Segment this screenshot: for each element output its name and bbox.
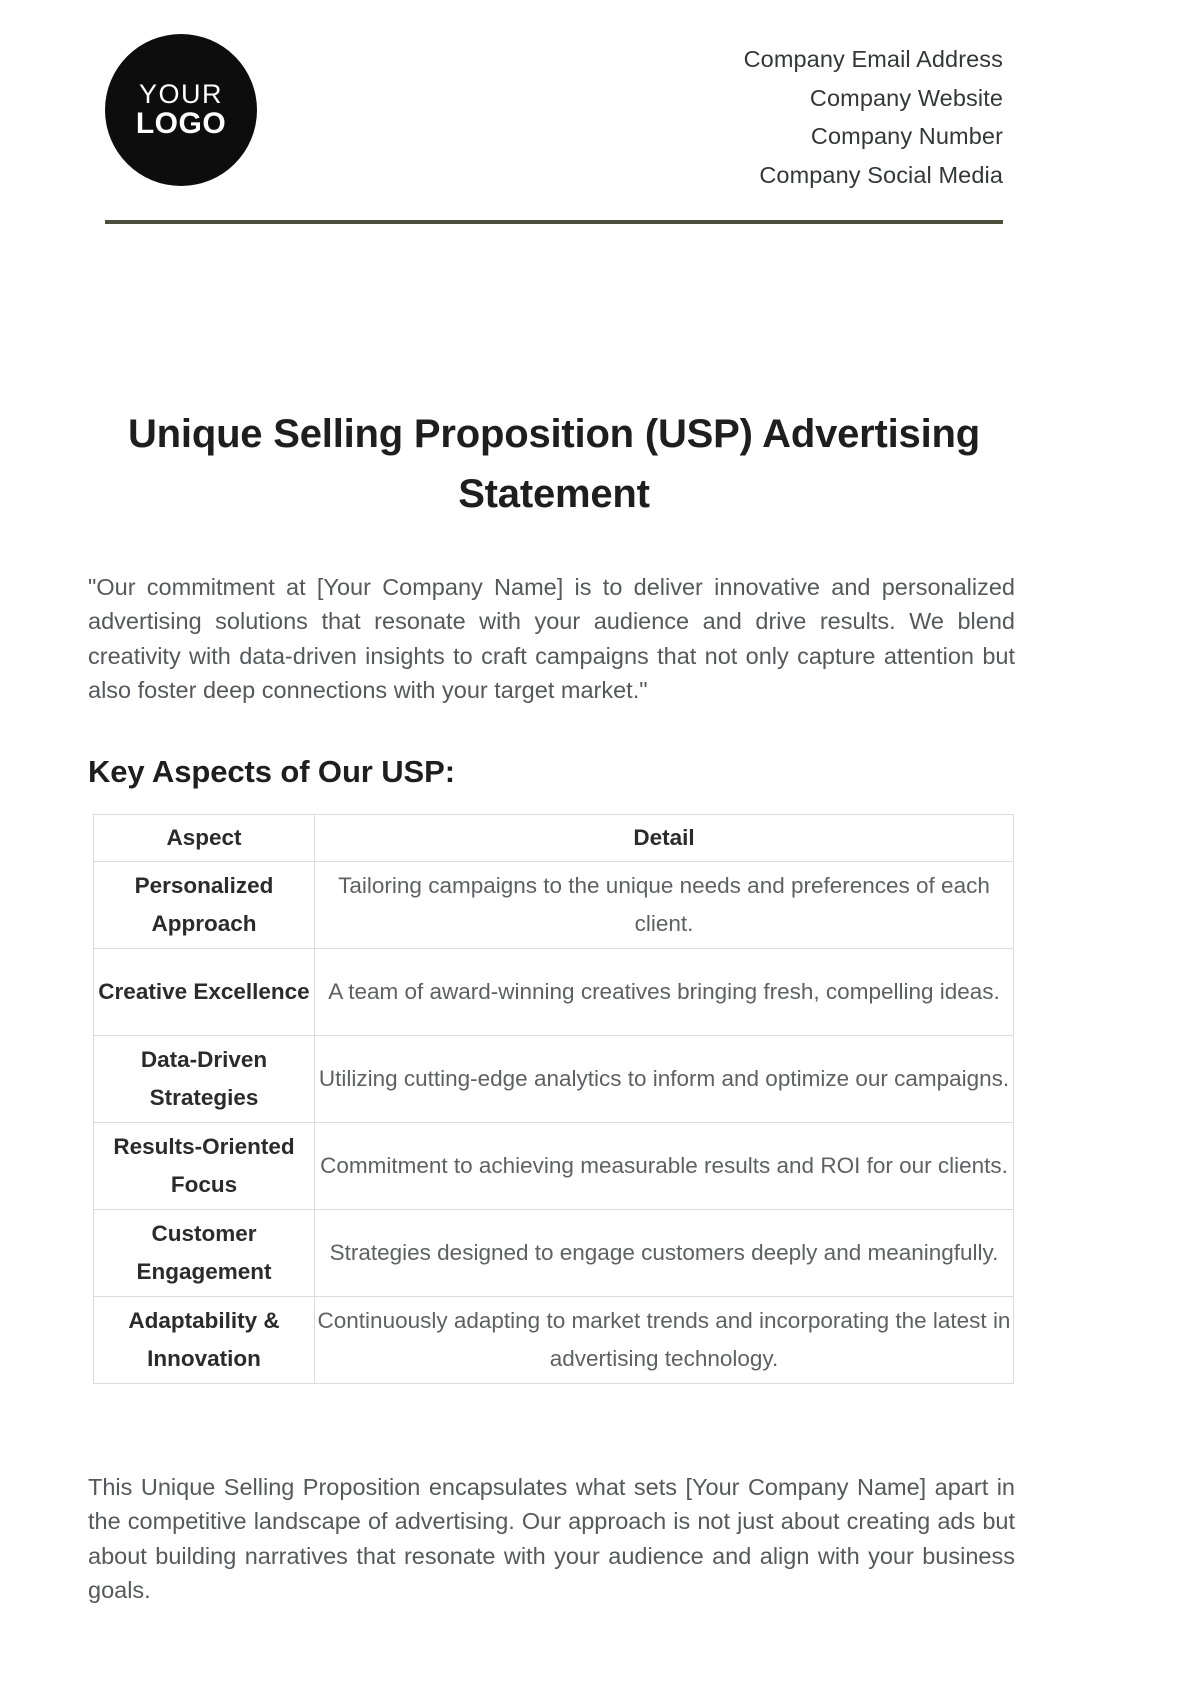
company-contact-block — [744, 34, 1003, 187]
table-row — [94, 1297, 1014, 1384]
cell-aspect: Personalized Approach — [94, 862, 315, 949]
usp-key-aspects-table — [93, 814, 1014, 1384]
cell-aspect: Adaptability & Innovation — [94, 1297, 315, 1384]
cell-detail: Tailoring campaigns to the unique needs and preferences of each client. — [315, 862, 1014, 949]
cell-detail: Commitment to achieving measurable results and ROI for our clients. — [315, 1123, 1014, 1210]
table-row — [94, 949, 1014, 1036]
section-heading-key-aspects: Key Aspects of Our USP: — [88, 753, 455, 789]
cell-aspect: Results-Oriented Focus — [94, 1123, 315, 1210]
column-header-detail: Detail — [315, 815, 1014, 862]
cell-aspect: Customer Engagement — [94, 1210, 315, 1297]
table-row — [94, 1210, 1014, 1297]
table-row — [94, 862, 1014, 949]
header-divider — [105, 220, 1003, 224]
intro-paragraph: "Our commitment at [Your Company Name] is to deliver innovative and personalized advertising solutions that resonate with your audience and drive results. We blend creativity with data-driven insights to craft campaigns that not only capture attention but also foster deep connections with your target market." — [88, 573, 1015, 703]
cell-detail: Continuously adapting to market trends and incorporating the latest in advertising technology. — [315, 1297, 1014, 1384]
contact-website: Company Website — [809, 84, 1003, 111]
table-row — [94, 1123, 1014, 1210]
contact-number: Company Number — [810, 123, 1003, 149]
logo-text-line2: LOGO — [135, 107, 227, 141]
table-header-row — [94, 815, 1014, 862]
cell-detail: Strategies designed to engage customers deeply and meaningfully. — [315, 1210, 1014, 1297]
closing-paragraph: This Unique Selling Proposition encapsulates what sets [Your Company Name] apart in the competitive landscape of advertising. Our approach is not just about creating ads but about building narratives that resonate with your audience and align with your business goals. — [88, 1473, 1015, 1603]
contact-email-address: Company Email Address — [743, 46, 1003, 72]
document-header — [105, 34, 1003, 187]
logo-circle-icon — [105, 34, 257, 186]
column-header-aspect: Aspect — [94, 815, 315, 862]
table-row — [94, 1036, 1014, 1123]
contact-social-media: Company Social Media — [759, 161, 1003, 188]
cell-detail: Utilizing cutting-edge analytics to inform and optimize our campaigns. — [315, 1036, 1014, 1123]
cell-detail: A team of award-winning creatives bringing fresh, compelling ideas. — [315, 949, 1014, 1036]
page-title: Unique Selling Proposition (USP) Advertising Statement — [128, 411, 980, 516]
cell-aspect: Creative Excellence — [94, 949, 315, 1036]
logo-text-line1: YOUR — [138, 79, 223, 110]
company-logo — [105, 34, 257, 186]
cell-aspect: Data-Driven Strategies — [94, 1036, 315, 1123]
